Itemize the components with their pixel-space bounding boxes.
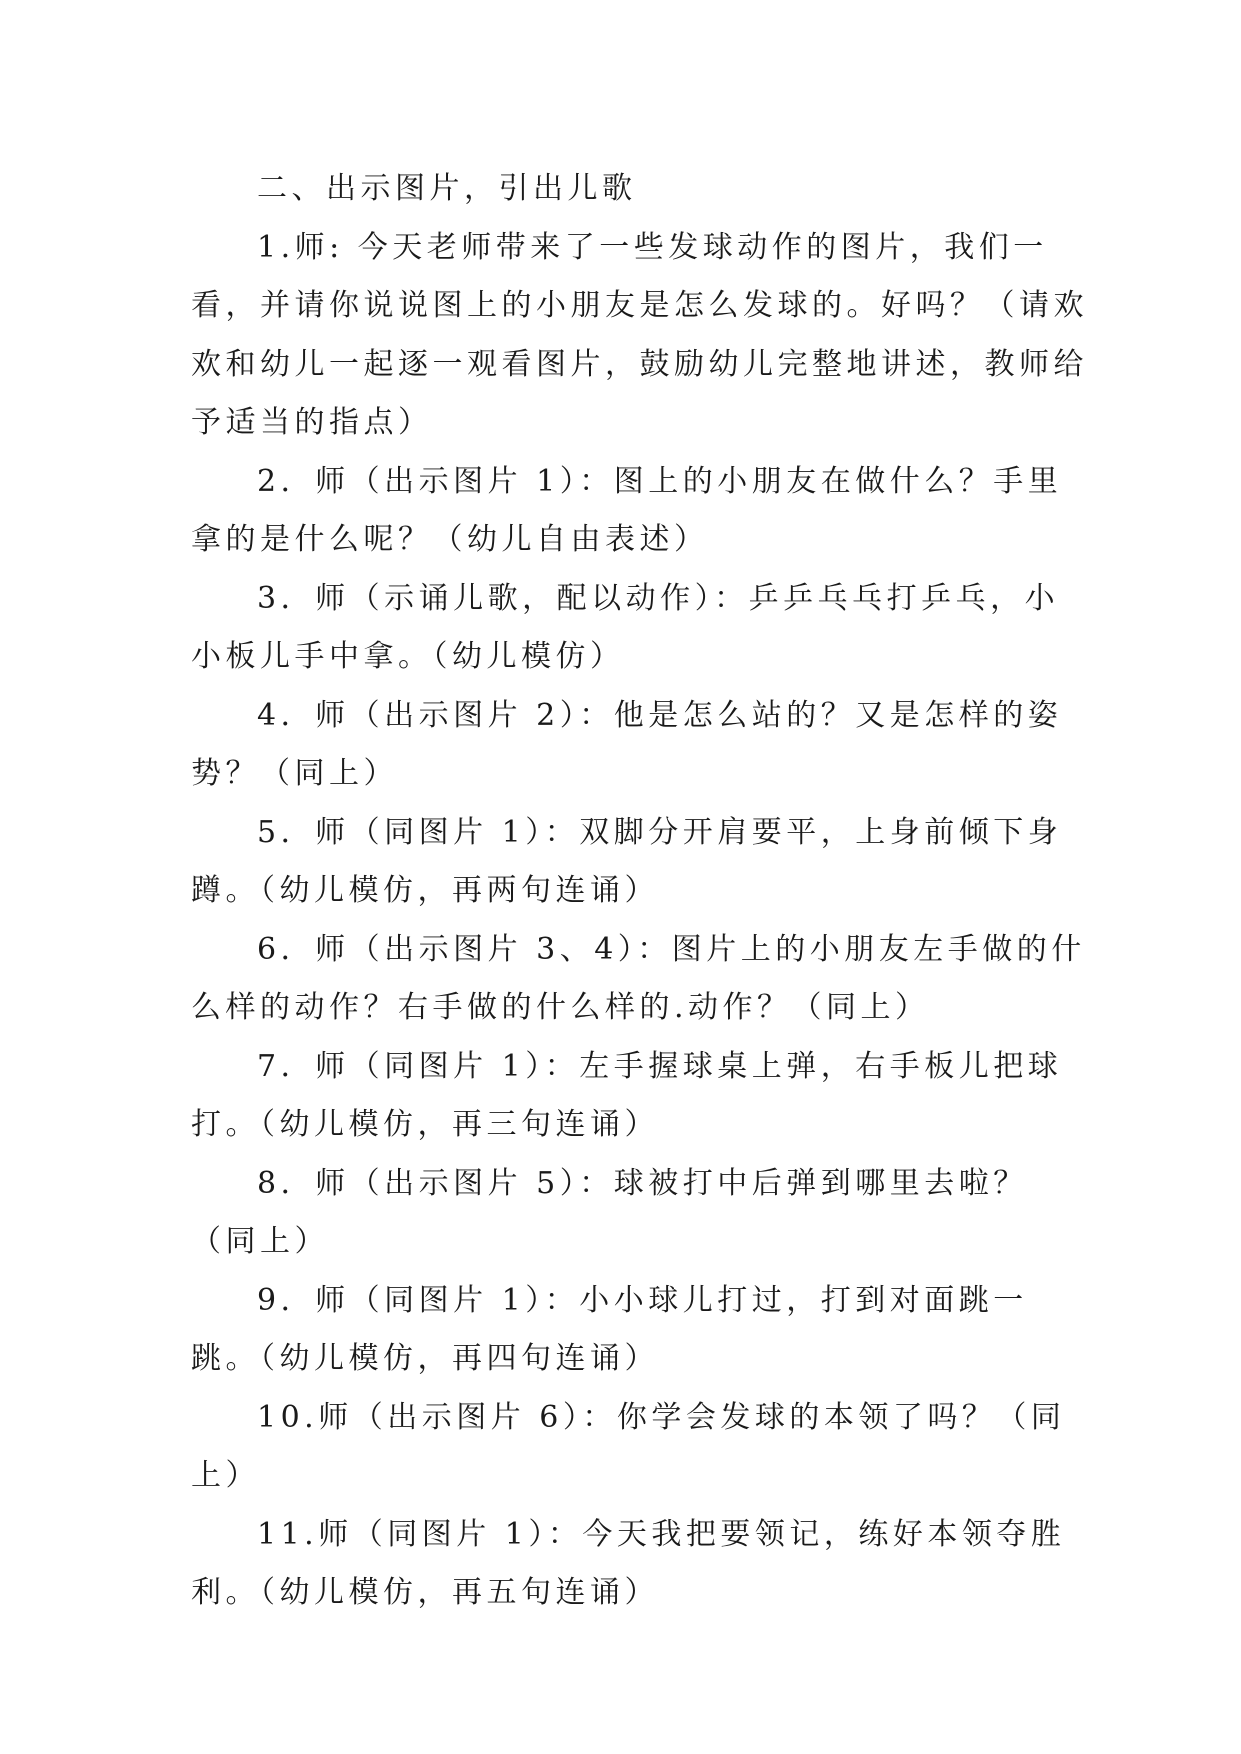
paragraph-9: 9．师（同图片 1）：小小球儿打过，打到对面跳一跳。（幼儿模仿，再四句连诵） — [191, 1282, 1028, 1376]
paragraph-1: 1.师: 今天老师带来了一些发球动作的图片，我们一看，并请你说说图上的小朋友是怎么发球的。好吗？（请欢欢和幼儿一起逐一观看图片，鼓励幼儿完整地讲述，教师给予适当的指点） — [191, 229, 1088, 440]
paragraph-4: 4．师（出示图片 2）：他是怎么站的？又是怎样的姿势？（同上） — [191, 697, 1063, 791]
paragraph-8: 8．师（出示图片 5）：球被打中后弹到哪里去啦？（同上） — [191, 1165, 1028, 1259]
paragraph-11: 11.师（同图片 1）：今天我把要领记，练好本领夺胜利。（幼儿模仿，再五句连诵） — [191, 1516, 1066, 1610]
paragraph-2: 2．师（出示图片 1）：图上的小朋友在做什么？手里拿的是什么呢？（幼儿自由表述） — [191, 463, 1063, 557]
paragraph-7: 7．师（同图片 1）：左手握球桌上弹，右手板儿把球打。（幼儿模仿，再三句连诵） — [191, 1048, 1063, 1142]
paragraph-5: 5．师（同图片 1）：双脚分开肩要平，上身前倾下身蹲。（幼儿模仿，再两句连诵） — [191, 814, 1063, 908]
paragraph-10: 10.师（出示图片 6）：你学会发球的本领了吗？（同上） — [191, 1399, 1066, 1493]
paragraph-3: 3．师（示诵儿歌，配以动作）：乒乒乓乓打乒乓，小小板儿手中拿。（幼儿模仿） — [191, 580, 1060, 674]
section-heading: 二、出示图片，引出儿歌 — [257, 171, 637, 206]
document-page — [191, 160, 1091, 1623]
paragraph-6: 6．师（出示图片 3、4）：图片上的小朋友左手做的什么样的动作？右手做的什么样的.动作？（同上） — [191, 931, 1086, 1025]
